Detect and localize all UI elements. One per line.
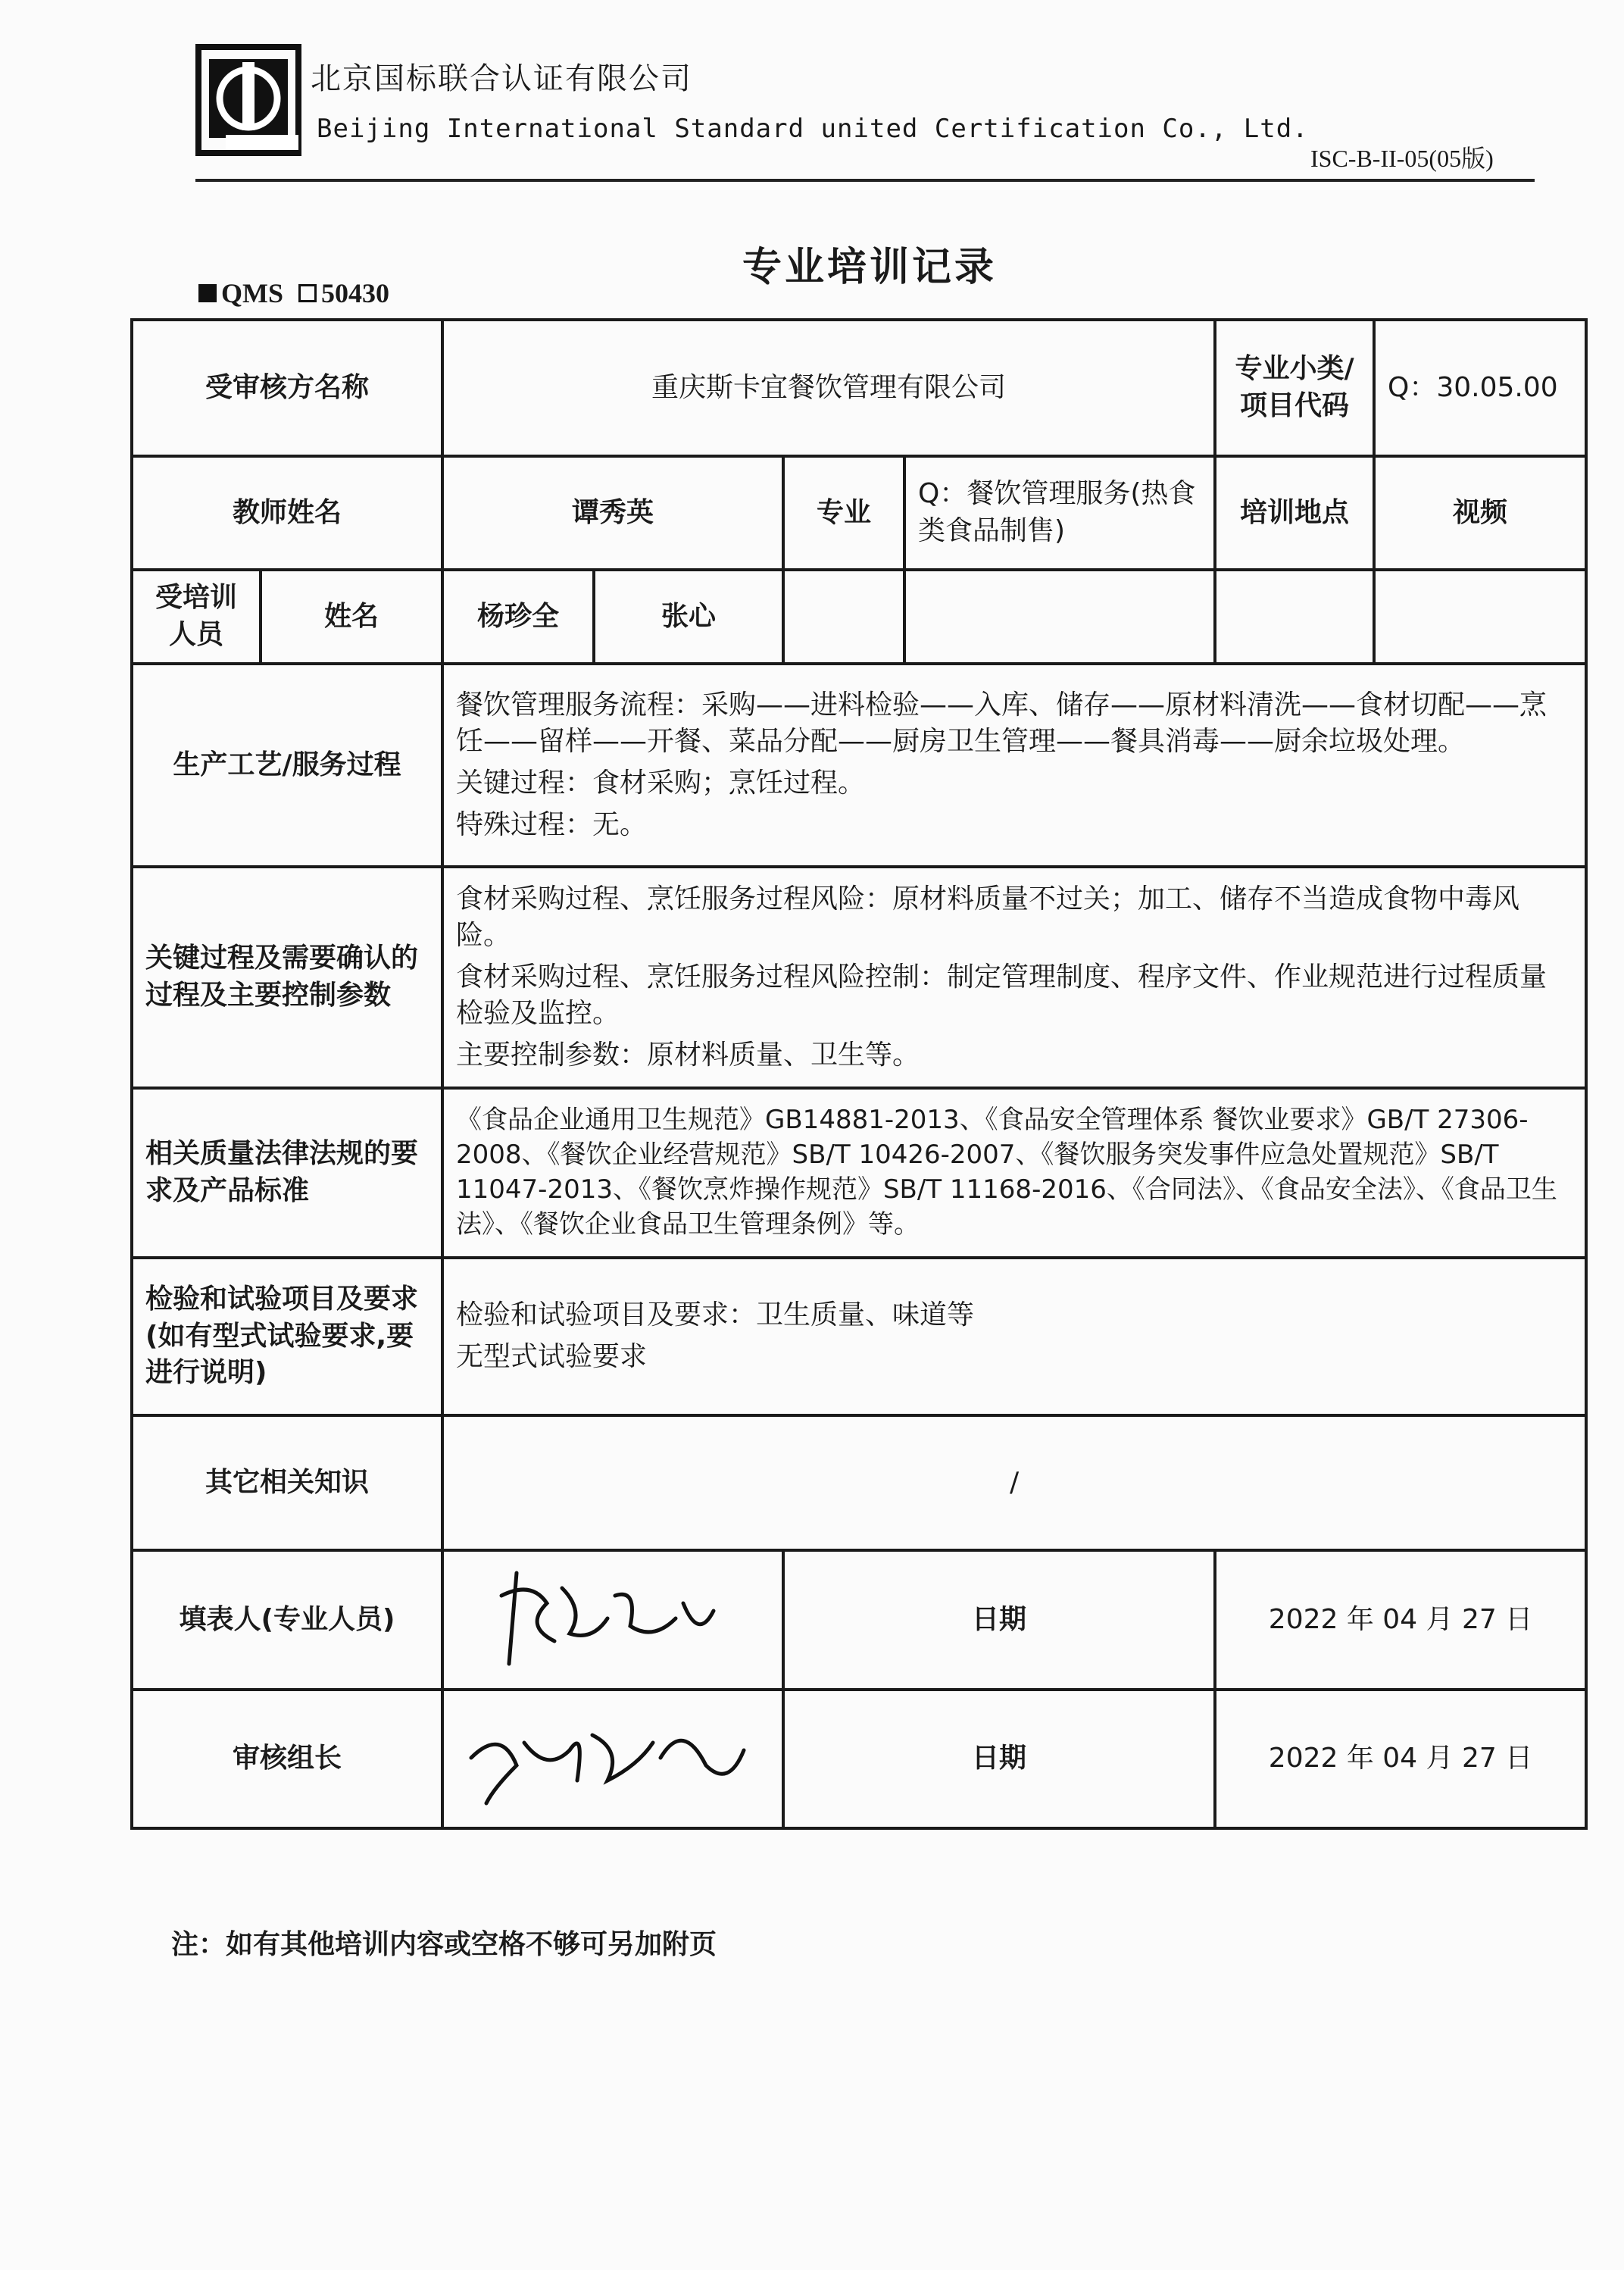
standard-checkboxes [198, 277, 389, 309]
empty-cell [1215, 570, 1374, 664]
filler-label: 填表人(专业人员) [132, 1550, 442, 1690]
leader-row [132, 1690, 1586, 1829]
handwritten-signature [456, 1558, 774, 1671]
location-value: 视频 [1374, 456, 1586, 570]
category-value: Q：30.05.00 [1374, 320, 1586, 456]
specialty-label: 专业 [783, 456, 904, 570]
name-label: 姓名 [261, 570, 442, 664]
company-name-en: Beijing International Standard united Certification Co., Ltd. [317, 114, 1309, 144]
laws-label: 相关质量法律法规的要求及产品标准 [132, 1088, 442, 1258]
empty-cell [783, 570, 904, 664]
company-name-cn: 北京国标联合认证有限公司 [311, 61, 692, 96]
trainee-name: 张心 [594, 570, 783, 664]
process-row [132, 664, 1586, 867]
empty-cell [904, 570, 1215, 664]
trainee-name: 杨珍全 [442, 570, 594, 664]
process-content [442, 664, 1586, 867]
filler-row [132, 1550, 1586, 1690]
key-process-row [132, 867, 1586, 1088]
50430-checkbox[interactable] [298, 277, 389, 309]
category-label: 专业小类/项目代码 [1215, 320, 1374, 456]
inspection-content [442, 1258, 1586, 1415]
filler-date-label: 日期 [783, 1550, 1215, 1690]
header-divider [195, 179, 1535, 182]
auditee-value: 重庆斯卡宜餐饮管理有限公司 [442, 320, 1215, 456]
control-parameters-text: 主要控制参数：原材料质量、卫生等。 [456, 1039, 920, 1071]
footnote: 注：如有其他培训内容或空格不够可另加附页 [171, 1929, 717, 1960]
type-test-text: 无型式试验要求 [456, 1341, 648, 1372]
special-process-text: 特殊过程：无。 [456, 808, 648, 840]
location-label: 培训地点 [1215, 456, 1374, 570]
auditee-row [132, 320, 1586, 456]
other-knowledge-label: 其它相关知识 [132, 1415, 442, 1550]
specialty-value: Q：餐饮管理服务(热食类食品制售) [904, 456, 1215, 570]
trainees-label: 受培训人员 [132, 570, 261, 664]
inspection-requirements-text: 检验和试验项目及要求：卫生质量、味道等 [456, 1299, 975, 1331]
other-knowledge-value: / [442, 1415, 1586, 1550]
document-title: 专业培训记录 [742, 245, 998, 290]
leader-label: 审核组长 [132, 1690, 442, 1829]
qms-checkbox[interactable] [198, 277, 283, 309]
laws-row [132, 1088, 1586, 1258]
qms-label: QMS [221, 278, 284, 308]
laws-content: 《食品企业通用卫生规范》GB14881-2013、《食品安全管理体系 餐饮业要求》GB/T 27306-2008、《餐饮企业经营规范》SB/T 10426-2007、《餐饮服务突发事件应急处置规范》SB/T 11047-2013、《餐饮烹炸操作规范》SB/T 11168-2016、《合同法》、《食品安全法》、《食品卫生法》、《餐饮企业食品卫生管理条例》等。 [442, 1088, 1586, 1258]
leader-date-label: 日期 [783, 1690, 1215, 1829]
risk-text: 食材采购过程、烹饪服务过程风险：原材料质量不过关；加工、储存不当造成食物中毒风险。 [456, 883, 1520, 952]
checkbox-checked-icon [198, 284, 217, 302]
teacher-row [132, 456, 1586, 570]
risk-control-text: 食材采购过程、烹饪服务过程风险控制：制定管理制度、程序文件、作业规范进行过程质量检验及监控。 [456, 961, 1547, 1030]
other-knowledge-row [132, 1415, 1586, 1550]
filler-date-value: 2022 年 04 月 27 日 [1215, 1550, 1586, 1690]
teacher-label: 教师姓名 [132, 456, 442, 570]
filler-signature [442, 1550, 783, 1690]
inspection-label: 检验和试验项目及要求(如有型式试验要求,要进行说明) [132, 1258, 442, 1415]
50430-label: 50430 [321, 278, 390, 308]
auditee-label: 受审核方名称 [132, 320, 442, 456]
handwritten-signature [456, 1697, 774, 1811]
teacher-value: 谭秀英 [442, 456, 783, 570]
training-record-table [130, 318, 1588, 1830]
key-process-text: 关键过程：食材采购；烹饪过程。 [456, 768, 866, 799]
inspection-row [132, 1258, 1586, 1415]
key-process-label: 关键过程及需要确认的过程及主要控制参数 [132, 867, 442, 1088]
form-code: ISC-B-II-05(05版) [1310, 145, 1494, 172]
trainees-row [132, 570, 1586, 664]
leader-date-value: 2022 年 04 月 27 日 [1215, 1690, 1586, 1829]
process-flow-text: 餐饮管理服务流程：采购——进料检验——入库、储存——原材料清洗——食材切配——烹饪——留样——开餐、菜品分配——厨房卫生管理——餐具消毒——厨余垃圾处理。 [456, 689, 1547, 758]
company-logo [195, 44, 301, 156]
process-label: 生产工艺/服务过程 [132, 664, 442, 867]
leader-signature [442, 1690, 783, 1829]
checkbox-empty-icon [298, 284, 317, 302]
key-process-content [442, 867, 1586, 1088]
empty-cell [1374, 570, 1586, 664]
